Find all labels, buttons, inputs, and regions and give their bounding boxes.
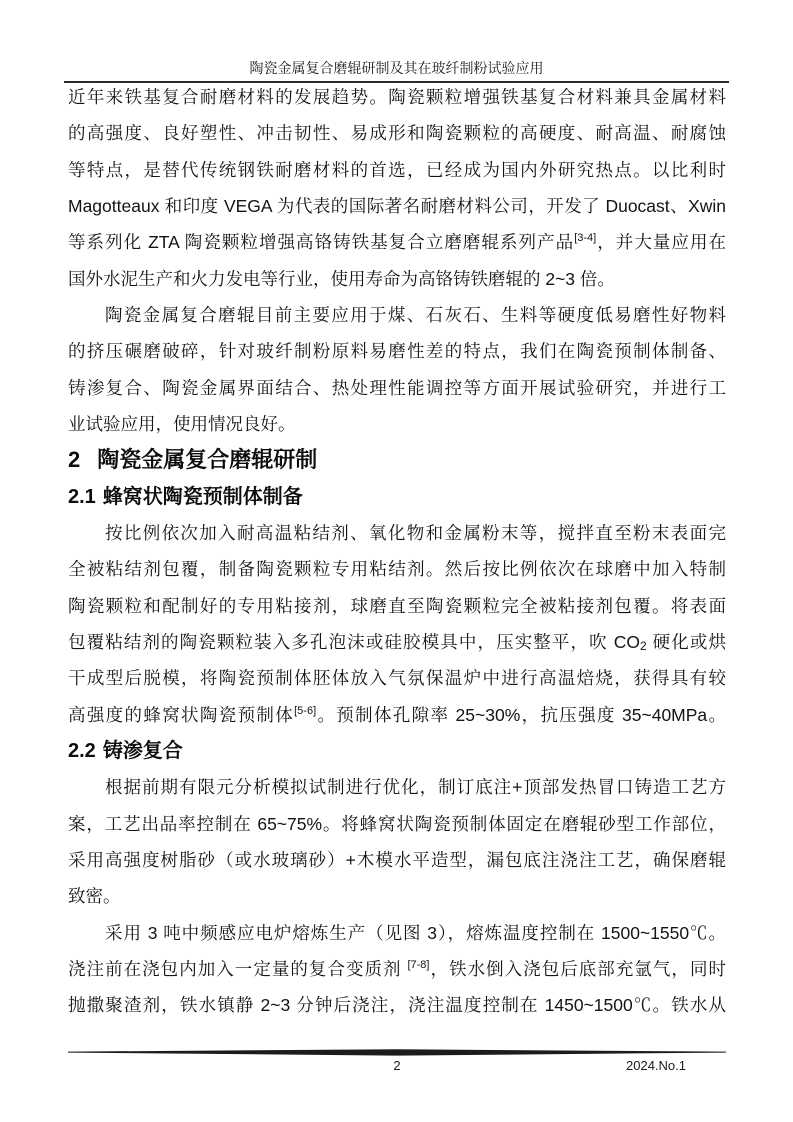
paragraph-line: 等系列化 ZTA 陶瓷颗粒增强高铬铸铁基复合立磨磨辊系列产品[3-4]，并大量应用在 <box>68 232 726 253</box>
paragraph-line: 业试验应用，使用情况良好。 <box>68 413 296 434</box>
paragraph-line: 采用高强度树脂砂（或水玻璃砂）+木模水平造型，漏包底注浇注工艺，确保磨辊 <box>68 849 726 870</box>
paragraph-line: 抛撒聚渣剂，铁水镇静 2~3 分钟后浇注，浇注温度控制在 1450~1500℃。铁水从 <box>68 995 726 1016</box>
paragraph-line: 采用 3 吨中频感应电炉熔炼生产（见图 3），熔炼温度控制在 1500~1550℃。 <box>105 922 726 943</box>
paragraph-line: 的高强度、良好塑性、冲击韧性、易成形和陶瓷颗粒的高硬度、耐高温、耐腐蚀 <box>68 123 726 144</box>
running-header-title: 陶瓷金属复合磨辊研制及其在玻纤制粉试验应用 <box>249 62 544 77</box>
heading-text: 铸渗复合 <box>102 739 183 762</box>
subsection-heading <box>68 733 726 769</box>
paragraph-line: 铸渗复合、陶瓷金属界面结合、热处理性能调控等方面开展试验研究，并进行工 <box>68 377 726 398</box>
page-number: 2 <box>393 1058 401 1073</box>
citation-reference: [3-4] <box>574 232 597 245</box>
paragraph-line: 包覆粘结剂的陶瓷颗粒装入多孔泡沫或硅胶模具中，压实整平，吹 $CO_2$ 硬化或烘 <box>68 631 726 653</box>
paragraph-line: 等特点，是替代传统钢铁耐磨材料的首选，已经成为国内外研究热点。以比利时 <box>68 159 726 180</box>
paragraph-line: 高强度的蜂窝状陶瓷预制体[5-6]。预制体孔隙率 25~30%，抗压强度 35~40MPa。 <box>68 704 726 725</box>
heading-text: 陶瓷金属复合磨辊研制 <box>97 447 318 473</box>
paragraph-line: 陶瓷金属复合磨辊目前主要应用于煤、石灰石、生料等硬度低易磨性好物料 <box>105 304 726 325</box>
footer-rule <box>68 1049 726 1056</box>
subsection-heading <box>68 479 726 515</box>
paragraph-line: 浇注前在浇包内加入一定量的复合变质剂 [7-8]，铁水倒入浇包后底部充氩气，同时 <box>68 958 726 979</box>
issue-label: 2024.No.1 <box>626 1058 686 1073</box>
paragraph-line: 根据前期有限元分析模拟试制进行优化，制订底注+顶部发热冒口铸造工艺方 <box>105 777 726 798</box>
paragraph-line: 按比例依次加入耐高温粘结剂、氧化物和金属粉末等，搅拌直至粉末表面完 <box>105 522 726 543</box>
paragraph-line: 致密。 <box>68 886 121 907</box>
paragraph-line: 近年来铁基复合耐磨材料的发展趋势。陶瓷颗粒增强铁基复合材料兼具金属材料 <box>68 87 726 107</box>
document-body <box>68 79 726 1024</box>
paragraph-line: 陶瓷颗粒和配制好的专用粘接剂，球磨直至陶瓷颗粒完全被粘接剂包覆。将表面 <box>68 595 726 616</box>
heading-number: 2.1 <box>68 485 96 508</box>
paragraph-line: Magotteaux 和印度 VEGA 为代表的国际著名耐磨材料公司，开发了 Duocast、Xwin <box>68 195 726 216</box>
citation-reference: [7-8] <box>407 958 430 971</box>
paragraph-line: 国外水泥生产和火力发电等行业，使用寿命为高铬铸铁磨辊的 2~3 倍。 <box>68 268 615 289</box>
heading-number: 2 <box>68 447 81 473</box>
paragraph-line: 干成型后脱模，将陶瓷预制体胚体放入气氛保温炉中进行高温焙烧，获得具有较 <box>68 668 726 689</box>
heading-text: 蜂窝状陶瓷预制体制备 <box>102 485 303 508</box>
paragraph-line: 全被粘结剂包覆，制备陶瓷颗粒专用粘结剂。然后按比例依次在球磨中加入特制 <box>68 559 726 580</box>
section-heading <box>68 442 726 478</box>
chemical-subscript: 2 <box>639 638 647 653</box>
citation-reference: [5-6] <box>294 704 317 717</box>
paragraph-line: 的挤压碾磨破碎，针对玻纤制粉原料易磨性差的特点，我们在陶瓷预制体制备、 <box>68 341 726 362</box>
heading-number: 2.2 <box>68 739 96 762</box>
paragraph-line: 案，工艺出品率控制在 65~75%。将蜂窝状陶瓷预制体固定在磨辊砂型工作部位， <box>68 813 726 834</box>
